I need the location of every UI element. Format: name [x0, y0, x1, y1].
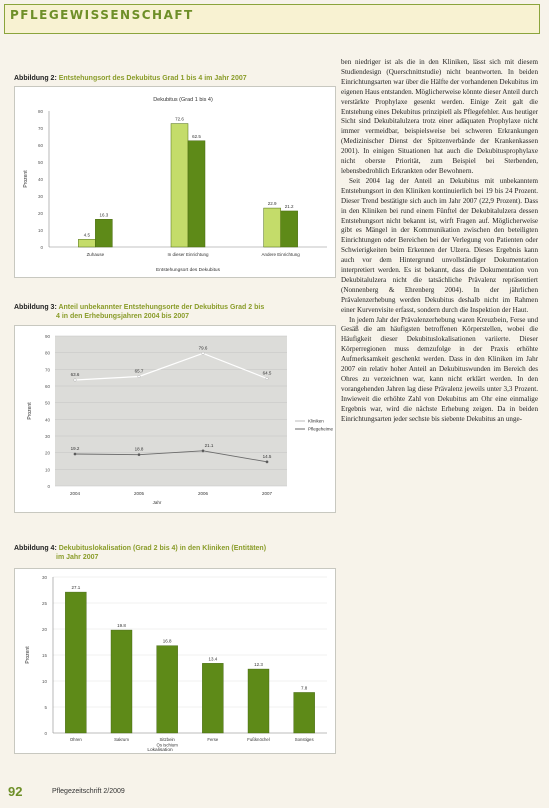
y-tick-label: 15: [41, 653, 47, 658]
data-label: 16.8: [162, 638, 172, 644]
x-tick-label: 2007: [261, 491, 273, 496]
x-tick-label: Sitzbein: [159, 737, 175, 742]
body-paragraph: ben niedriger ist als die in den Kliniken, lässt sich mit diesem Studiendesign (Querschnittstudie) nicht beantworten. In beiden Einrichtungsarten war über die Hälfte der vorhandenen Dekubitus im eigenen Haus entstanden. Möglicherweise könnte dieser Anteil durch verstärkte Prophylaxe gesenkt werden. Einige Zeit galt die Entstehung eines Dekubitus prinzipiell als Pflegefehler. Aus heutiger Sicht sind Dekubitalulzera trotz einer adäquaten Prophylaxe nicht immer vermeidbar, beispielsweise bei schweren Erkrankungen (Medizinischer Dienst der Spitzenverbände der Krankenkassen 2001). In einigen Situationen hat auch die Dekubitusprophylaxe nicht oberste Priorität, zum Beispiel bei Sterbenden, lebensbedrohlich Erkrankten oder Bewohnern.: [341, 58, 538, 175]
chart-unbekannter-entstehungsort-svg: [15, 326, 335, 512]
data-label: 19.2: [70, 446, 80, 451]
y-tick-label: 20: [44, 450, 50, 456]
y-tick-label: 0: [44, 731, 47, 736]
y-tick-label: 0: [40, 245, 43, 250]
y-tick-label: 80: [37, 109, 43, 114]
y-axis-label: Prozent: [23, 170, 29, 188]
bar: [111, 630, 132, 733]
y-tick-label: 70: [37, 126, 43, 131]
y-tick-label: 90: [44, 334, 50, 339]
body-text-column: [341, 58, 538, 425]
data-point: [74, 453, 77, 456]
data-point: [138, 453, 141, 456]
figure-3-caption-line-1: Anteil unbekannter Entstehungsorte der Dekubitus Grad 2 bis: [58, 304, 265, 311]
y-tick-label: 50: [37, 160, 43, 165]
x-tick-label: 2006: [197, 491, 209, 496]
data-label: 79.6: [198, 345, 208, 351]
figure-2-caption-line-1: Entstehungsort des Dekubitus Grad 1 bis 4 im Jahr 2007: [58, 75, 247, 82]
y-tick-label: 40: [37, 177, 43, 182]
y-tick-label: 25: [41, 601, 47, 606]
chart-unbekannter-entstehungsort: [14, 325, 336, 513]
data-point: [202, 352, 205, 355]
y-tick-label: 20: [37, 211, 43, 216]
figure-3-label: Abbildung 3:: [14, 304, 57, 311]
x-tick-label: Fußknöchel: [247, 737, 270, 742]
data-point: [74, 379, 77, 382]
data-label: 7.8: [301, 685, 308, 691]
legend-label: Pflegeheime: [308, 426, 334, 432]
figure-2-caption: [14, 74, 334, 83]
bar: [188, 141, 205, 247]
data-label: 64.5: [262, 370, 272, 376]
bar: [281, 211, 298, 247]
figure-4-caption: [14, 544, 334, 562]
y-tick-label: 5: [44, 705, 47, 710]
chart-entstehungsort: [14, 86, 336, 278]
legend-label: Kliniken: [308, 418, 324, 424]
data-label: 21.2: [284, 203, 294, 209]
chart-dekubituslokalisation-svg: [15, 569, 335, 753]
y-tick-label: 50: [44, 400, 50, 406]
data-point: [266, 377, 269, 380]
x-axis-label: Entstehungsort des Dekubitus: [156, 268, 220, 273]
data-label: 18.8: [134, 446, 144, 452]
x-tick-label: 2004: [69, 491, 81, 496]
data-label: 19.8: [117, 623, 126, 629]
figure-3-caption-line-2: 4 in den Erhebungsjahren 2004 bis 2007: [56, 313, 190, 320]
x-tick-label: Ohren: [69, 737, 82, 742]
x-tick-label: Sakrum: [114, 737, 129, 742]
chart-entstehungsort-svg: [15, 87, 335, 277]
section-title: PFLEGEWISSENSCHAFT: [10, 8, 194, 22]
y-tick-label: 20: [41, 627, 47, 632]
chart-dekubituslokalisation: [14, 568, 336, 754]
journal-name: Pflegezeitschrift 2/2009: [52, 788, 125, 795]
y-tick-label: 60: [37, 143, 43, 148]
data-label: 22.9: [267, 201, 277, 207]
figure-4-caption-line-2: im Jahr 2007: [56, 554, 99, 561]
y-tick-label: 30: [41, 575, 47, 580]
data-label: 14.5: [262, 453, 272, 459]
figure-4-label: Abbildung 4:: [14, 545, 57, 552]
y-tick-label: 70: [44, 367, 50, 373]
x-tick-label: In dieser Einrichtung: [167, 252, 209, 257]
bar: [171, 124, 188, 247]
data-label: 21.1: [204, 442, 214, 448]
x-axis-label: Jahr: [152, 500, 162, 505]
bar: [78, 239, 95, 247]
y-axis-label: Prozent: [27, 402, 33, 420]
data-label: 16.3: [99, 212, 109, 218]
data-point: [138, 375, 141, 378]
data-label: 62.5: [192, 133, 201, 139]
figure-2-label: Abbildung 2:: [14, 75, 57, 82]
body-paragraph: Seit 2004 lag der Anteil an Dekubitus mit unbekanntem Entstehungsort in den Kliniken kontinuierlich bei 19 bis 24 Prozent. Dieser Trend bestätigte sich auch im Jahr 2007 (22,9 Prozent). Dass in den Kliniken bei rund einem Fünftel der Dekubitalulzera dessen Entstehungsort nicht bekannt ist, wirft Fragen auf. Möglicherweise gibt es Mängel in der Kommunikation zwischen den beteiligten Einrichtungen oder Bereichen bei der Verlegung von Patienten oder Schwierigkeiten beim Erkennen der Ulzera. Dieses Ergebnis kann auch vor dem Hintergrund unvollständiger Dokumentation interpretiert werden. Es ist bekannt, dass die Dokumentation von Dekubitalulzera nicht die tatsächliche Prävalenz repräsentiert (Nonnenberg & Ehrenberg 2004). In der jährlichen Prävalenzerhebung werden Dekubitus deshalb nicht im Rahmen einer Kurvenvisite erfasst, sondern durch die Inspektion der Haut.: [341, 176, 538, 314]
bar: [264, 208, 281, 247]
bar: [294, 692, 315, 733]
page-number: 92: [8, 784, 23, 799]
y-tick-label: 60: [44, 384, 50, 389]
x-tick-label: Zuhause: [86, 252, 105, 257]
y-axis-label: Prozent: [25, 646, 31, 664]
y-tick-label: 30: [37, 194, 43, 199]
y-tick-label: 10: [37, 228, 43, 233]
y-tick-label: 0: [47, 484, 50, 489]
y-tick-label: 30: [44, 434, 50, 439]
bar: [65, 592, 86, 733]
x-tick-label: 2005: [133, 491, 145, 496]
body-paragraph: In jedem Jahr der Prävalenzerhebung waren Kreuzbein, Ferse und Gesäß die am häufigsten betroffenen Körperstellen, wobei die Häufigkeit dieser Dekubituslokalisationen variierte. Dieser Körperregionen muss demzufolge in der Praxis erhöhte Aufmerksamkeit geschenkt werden. Dass in den Kliniken im Jahr 2007 ein relativ hoher Anteil an Dekubituswunden im Bereich des Ohres zu verzeichnen war, kann nicht erklärt werden. In den vorangehenden Jahren lag diese Prävalenz jeweils unter 3,3 Prozent. Inwieweit die erhöhte Zahl von Dekubitus am Ohr eine einmalige Ergebnis war, wird die nächste Erhebung zeigen. Da in beiden Einrichtungsarten jeder sechste bis siebente Dekubitus an unge-: [341, 315, 538, 423]
data-label: 4.5: [83, 232, 90, 238]
y-tick-label: 10: [41, 679, 47, 684]
data-point: [202, 450, 205, 453]
bar: [95, 219, 112, 247]
chart-title: Dekubitus (Grad 1 bis 4): [153, 97, 213, 103]
bar: [202, 663, 223, 733]
figure-4-caption-line-1: Dekubituslokalisation (Grad 2 bis 4) in den Kliniken (Entitäten): [58, 545, 267, 552]
data-label: 65.7: [134, 368, 144, 374]
plot-area: [55, 336, 287, 486]
data-label: 12.3: [254, 662, 263, 668]
y-tick-label: 80: [44, 350, 50, 356]
bar: [248, 669, 269, 733]
y-tick-label: 10: [44, 467, 50, 473]
figure-3-caption: [14, 303, 334, 321]
x-tick-label: Ferse: [207, 737, 219, 742]
y-tick-label: 40: [44, 417, 50, 423]
x-tick-label: Sonstiges: [294, 737, 314, 742]
data-label: 27.1: [71, 585, 81, 591]
data-point: [266, 461, 269, 464]
data-label: 13.4: [208, 656, 218, 662]
data-label: 72.6: [175, 116, 184, 122]
x-tick-label: Andere Einrichtung: [261, 252, 300, 257]
x-axis-label: Lokalisation: [147, 748, 173, 753]
bar: [157, 646, 178, 733]
x-tick-label: Os ischium: [156, 742, 178, 748]
data-label: 63.6: [70, 372, 80, 377]
